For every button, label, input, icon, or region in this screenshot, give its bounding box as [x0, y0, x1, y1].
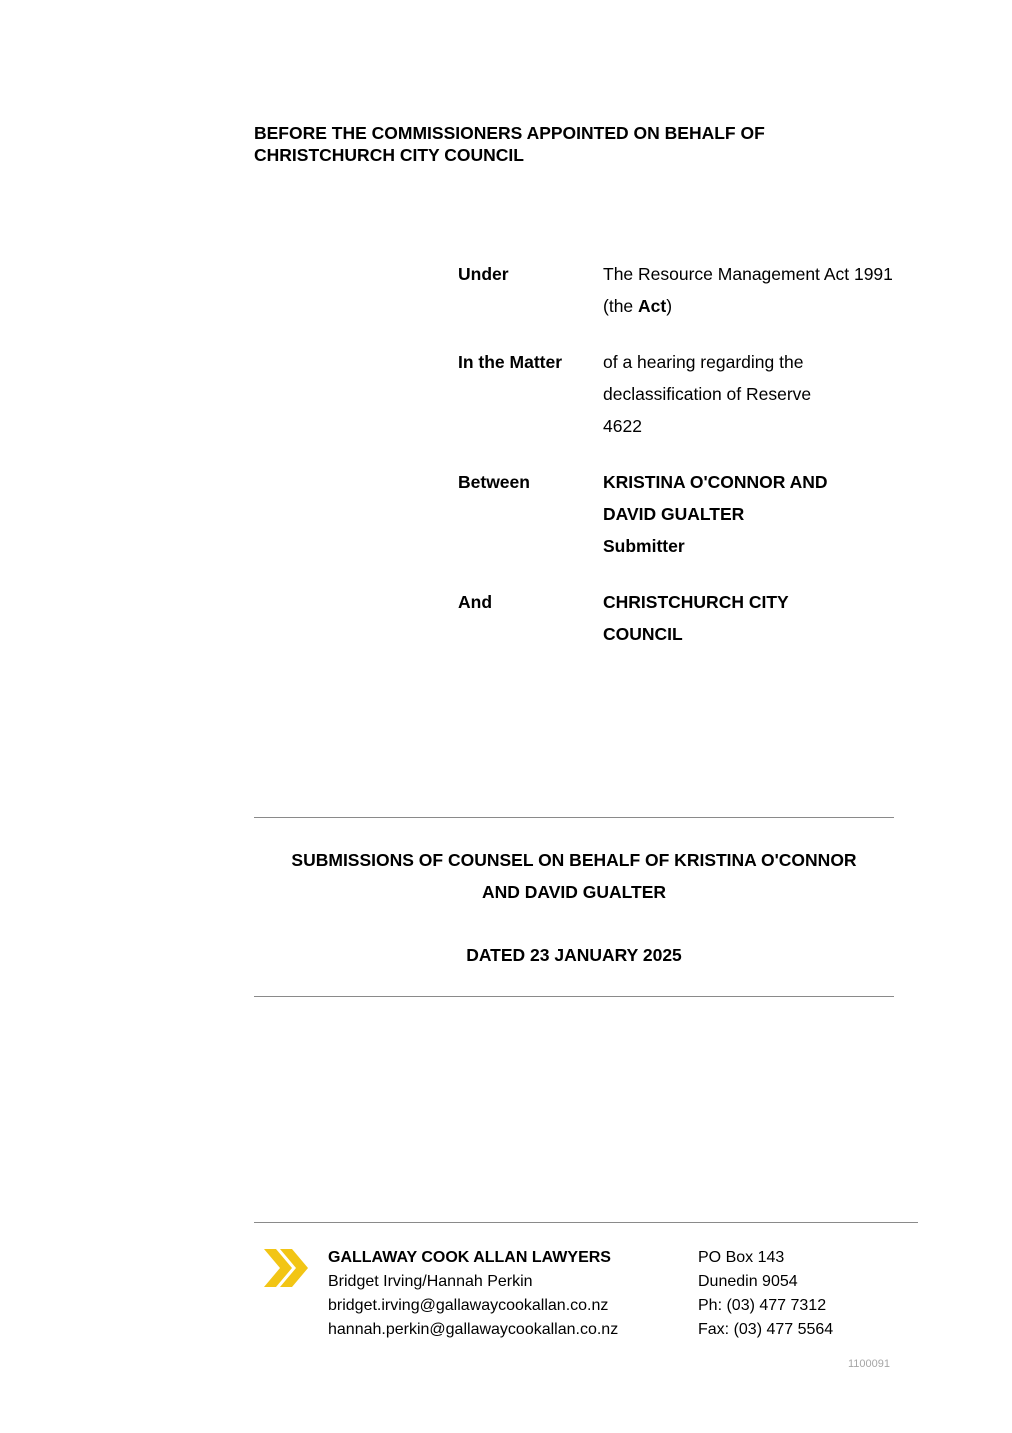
heading-line-1: BEFORE THE COMMISSIONERS APPOINTED ON BEHALF OF: [254, 123, 765, 143]
matter-label: In the Matter: [458, 352, 563, 372]
document-number: 1100091: [848, 1358, 891, 1370]
under-value-text: The Resource Management Act 1991 (the: [603, 264, 893, 316]
submitter-role: Submitter: [603, 536, 685, 556]
email-hannah: hannah.perkin@gallawaycookallan.co.nz: [328, 1321, 619, 1338]
footer-rule: [254, 1222, 918, 1223]
po-box: PO Box 143: [698, 1249, 785, 1266]
document-heading: [254, 122, 894, 166]
under-value-close: ): [666, 296, 673, 316]
and-value: CHRISTCHURCH CITY COUNCIL: [603, 592, 789, 644]
heading-line-2: CHRISTCHURCH CITY COUNCIL: [254, 145, 524, 165]
under-label: Under: [458, 264, 509, 284]
submitter-names: KRISTINA O'CONNOR AND DAVID GUALTER: [603, 472, 828, 524]
title-top-rule: [254, 817, 894, 818]
firm-name: GALLAWAY COOK ALLAN LAWYERS: [328, 1249, 611, 1266]
phone-number: Ph: (03) 477 7312: [698, 1297, 827, 1314]
between-value: [603, 466, 863, 562]
document-title: [254, 844, 894, 908]
matter-value: of a hearing regarding the declassification of Reserve 4622: [603, 352, 812, 436]
between-label: Between: [458, 472, 530, 492]
firm-details: [328, 1246, 618, 1342]
title-line-2: AND DAVID GUALTER: [481, 882, 667, 902]
document-date: DATED 23 JANUARY 2025: [466, 945, 682, 965]
title-line-1: SUBMISSIONS OF COUNSEL ON BEHALF OF KRISTINA O'CONNOR: [291, 850, 857, 870]
firm-contact: [698, 1246, 833, 1342]
counsel-names: Bridget Irving/Hannah Perkin: [328, 1273, 533, 1290]
city-postcode: Dunedin 9054: [698, 1273, 798, 1290]
email-bridget: bridget.irving@gallawaycookallan.co.nz: [328, 1297, 609, 1314]
title-bottom-rule: [254, 996, 894, 997]
under-value: [603, 258, 903, 322]
chevron-logo-icon: [262, 1246, 310, 1294]
fax-number: Fax: (03) 477 5564: [698, 1321, 834, 1338]
act-defined-term: Act: [638, 296, 667, 316]
and-label: And: [458, 592, 493, 612]
